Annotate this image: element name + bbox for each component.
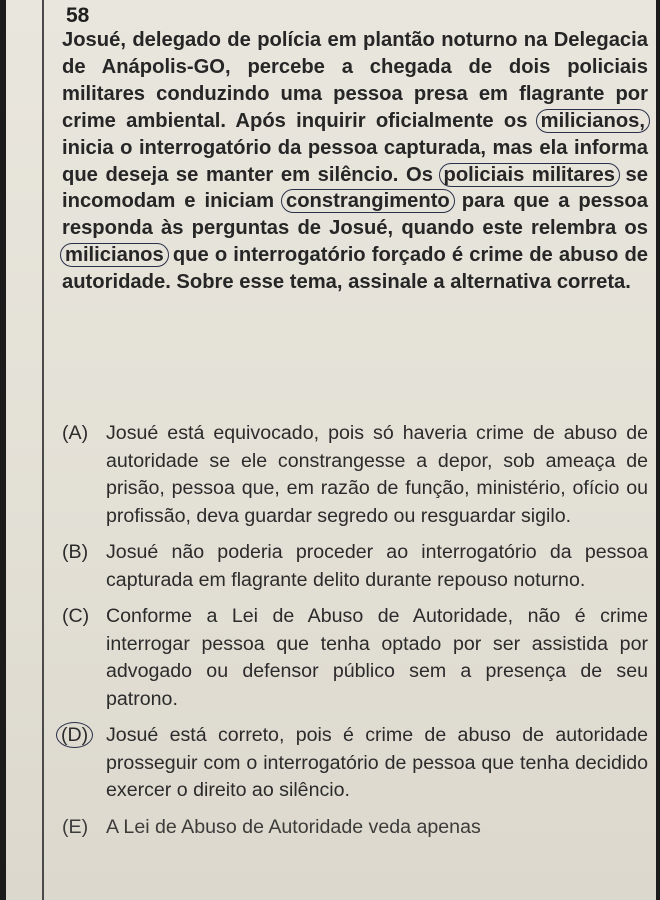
question-number: 58 — [66, 4, 90, 27]
option-text: Josué não poderia proceder ao interrogatório da pessoa capturada em flagrante delito durante repouso noturno. — [106, 541, 648, 591]
option-letter: (D) — [56, 722, 93, 748]
highlight-milicianos-2: milicianos — [60, 243, 169, 267]
option-letter: (B) — [62, 541, 89, 563]
option-text: Josué está equivocado, pois só haveria crime de abuso de autoridade se ele constrangesse a depor, sob ameaça de prisão, pessoa que, em razão de função, ministério, ofício ou profissão, deva guardar segredo ou resguardar sigilo. — [106, 422, 648, 527]
option-text: Josué está correto, pois é crime de abuso de autoridade prosseguir com o interrogatório de pessoa que tenha decidido exercer o direito ao silêncio. — [106, 724, 648, 801]
stem-text-3: se incomodam e iniciam — [62, 163, 648, 213]
stem-text-1: Josué, delegado de polícia em plantão noturno na Delegacia de Anápolis-GO, percebe a chegada de dois policiais militares conduzindo uma pessoa presa em flagrante por crime ambiental. Após inquirir oficialmente os — [62, 29, 648, 132]
margin-line — [42, 0, 44, 900]
option-e[interactable] — [62, 814, 648, 842]
option-c[interactable] — [62, 603, 648, 713]
option-b[interactable] — [62, 539, 648, 594]
highlight-milicianos-1: milicianos, — [536, 109, 650, 133]
highlight-constrangimento: constrangimento — [281, 189, 455, 213]
answer-options — [62, 420, 648, 850]
option-d[interactable] — [62, 722, 648, 805]
question-stem — [62, 27, 648, 296]
exam-page — [6, 0, 656, 900]
stem-text-4: para que a pessoa responda às perguntas de Josué, quando este relembra os — [62, 190, 648, 240]
option-text: Conforme a Lei de Abuso de Autoridade, não é crime interrogar pessoa que tenha optado por ser assistida por advogado ou defensor público sem a presença de seu patrono. — [106, 605, 648, 710]
option-letter-circled — [62, 722, 106, 805]
option-letter: (C) — [62, 605, 90, 627]
option-text: A Lei de Abuso de Autoridade veda apenas — [106, 815, 481, 838]
option-letter: (E) — [62, 815, 89, 838]
option-a[interactable] — [62, 420, 648, 530]
stem-text-2: inicia o interrogatório da pessoa capturada, mas ela informa que deseja se manter em silêncio. Os — [62, 136, 648, 186]
highlight-policiais-militares: policiais militares — [439, 163, 620, 187]
stem-text-5: que o interrogatório forçado é crime de abuso de autoridade. Sobre esse tema, assinale a alternativa correta. — [62, 244, 648, 294]
option-letter: (A) — [62, 422, 89, 444]
